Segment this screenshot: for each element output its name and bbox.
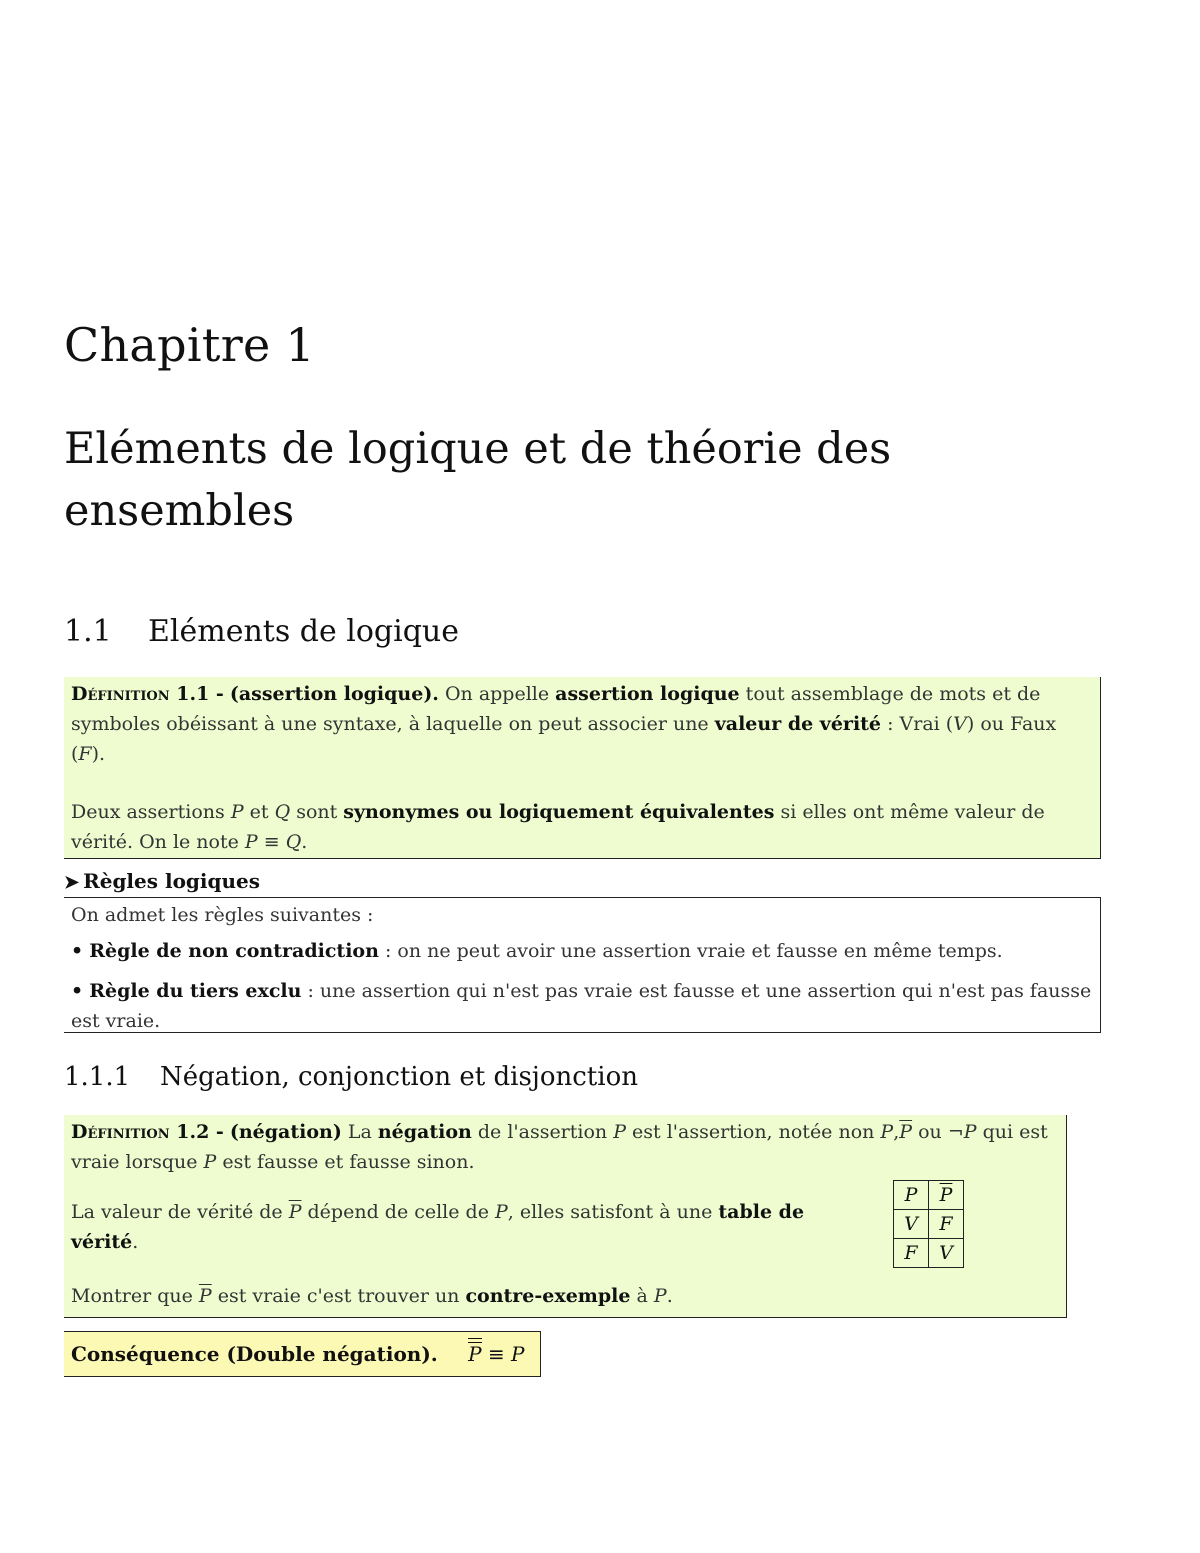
bold-term: contre-exemple [465,1285,631,1307]
definition-1-head: Définition 1.1 - [71,683,224,705]
bullet-icon: • [71,980,84,1002]
section-heading [64,614,459,649]
rules-heading-label: Règles logiques [83,869,260,893]
math-var-overlined: $\overline{P}$ [198,1285,212,1307]
definition-2-term: (négation) [229,1121,342,1143]
text: La valeur de vérité de [71,1201,289,1223]
bullet-icon: • [71,940,84,962]
truth-table-cell: V [894,1210,929,1239]
math-expression: ¬P [947,1121,977,1143]
truth-table-cell: F [894,1239,929,1268]
text: qui est vraie lorsque [71,1121,1048,1173]
truth-table-cell: V [929,1239,964,1268]
math-var: P [653,1285,667,1307]
text: . [666,1285,673,1307]
definition-1-paragraph-2 [71,797,1093,857]
text: . [132,1231,139,1253]
math-var: P [495,1201,508,1223]
math-var-overlined: $\overline{P}$ [899,1121,913,1143]
text: Montrer que [71,1285,199,1307]
consequence-rhs: ≡ P [487,1342,525,1366]
consequence-formula [468,1342,524,1366]
truth-table-cell: F [929,1210,964,1239]
text: , elles satisfont à une [507,1201,719,1223]
bold-term: assertion logique [555,683,740,705]
consequence-label: Conséquence (Double négation). [71,1342,438,1366]
subsection-heading [64,1062,638,1092]
subsection-title: Négation, conjonction et disjonction [160,1062,638,1092]
rules-box [64,897,1101,1033]
subsection-number: 1.1.1 [64,1062,131,1092]
math-expression: P ≡ Q [244,831,302,853]
rule-text: : une assertion qui n'est pas vraie est fausse et une assertion qui n'est pas fausse est vraie. [71,980,1092,1032]
text: dépend de celle de [301,1201,495,1223]
double-overlined-var: P [468,1332,481,1376]
rule-non-contradiction [71,936,1093,966]
math-var: P [880,1121,894,1143]
math-var: Q [274,801,291,823]
math-var: P [613,1121,626,1143]
text: ) ou Faux ( [71,713,1057,765]
definition-1-paragraph-1 [71,679,1093,769]
rules-intro: On admet les règles suivantes : [71,904,374,926]
chapter-title: Eléments de logique et de théorie des ensembles [64,424,892,536]
text: et [243,801,275,823]
chapter-label: Chapitre 1 [64,318,315,372]
bold-term: négation [377,1121,472,1143]
text: est fausse et fausse sinon. [216,1151,475,1173]
text: La [341,1121,378,1143]
definition-2-paragraph-1 [71,1117,1059,1177]
text: : Vrai ( [881,713,954,735]
section-number: 1.1 [64,614,112,649]
definition-2-head: Définition 1.2 - [71,1121,224,1143]
text: ou [912,1121,948,1143]
text: tout assemblage de mots et de symboles obéissant à une syntaxe, à laquelle on peut associer une [71,683,1041,735]
definition-2-paragraph-2 [71,1197,811,1257]
rules-heading [64,869,260,893]
consequence-box [64,1331,541,1377]
definition-1-term: (assertion logique). [229,683,439,705]
text: est l'assertion, notée non [626,1121,881,1143]
text: ). [91,743,106,765]
text: si elles ont même valeur de vérité. On le note [71,801,1045,853]
text: On appelle [438,683,556,705]
math-var: P [203,1151,217,1173]
truth-table-row [894,1239,964,1268]
text: de l'assertion [471,1121,614,1143]
text: est vraie c'est trouver un [211,1285,466,1307]
text: à [630,1285,654,1307]
math-var: V [953,713,967,735]
bold-term: valeur de vérité [714,713,882,735]
truth-table-header [894,1181,964,1210]
definition-1-box [64,677,1101,859]
rule-tiers-exclu [71,976,1093,1036]
section-title: Eléments de logique [148,614,459,649]
text: . [301,831,308,853]
definition-2-paragraph-3 [71,1281,1059,1311]
math-var: F [78,743,92,765]
rule-text: : on ne peut avoir une assertion vraie et fausse en même temps. [378,940,1003,962]
text: , [893,1121,900,1143]
truth-table-header-cell: $\overline{P}$ [929,1181,964,1210]
text: sont [290,801,344,823]
bold-term: synonymes ou logiquement équivalentes [343,801,775,823]
text: Deux assertions [71,801,231,823]
rule-title: Règle de non contradiction [89,940,379,962]
math-var: P [230,801,244,823]
truth-table-header-cell: P [894,1181,929,1210]
bold-term: table de vérité [71,1201,805,1253]
truth-table [893,1180,964,1268]
rule-title: Règle du tiers exclu [89,980,302,1002]
math-var-overlined: $\overline{P}$ [288,1201,302,1223]
arrow-icon: ➤ [64,872,80,893]
truth-table-row [894,1210,964,1239]
